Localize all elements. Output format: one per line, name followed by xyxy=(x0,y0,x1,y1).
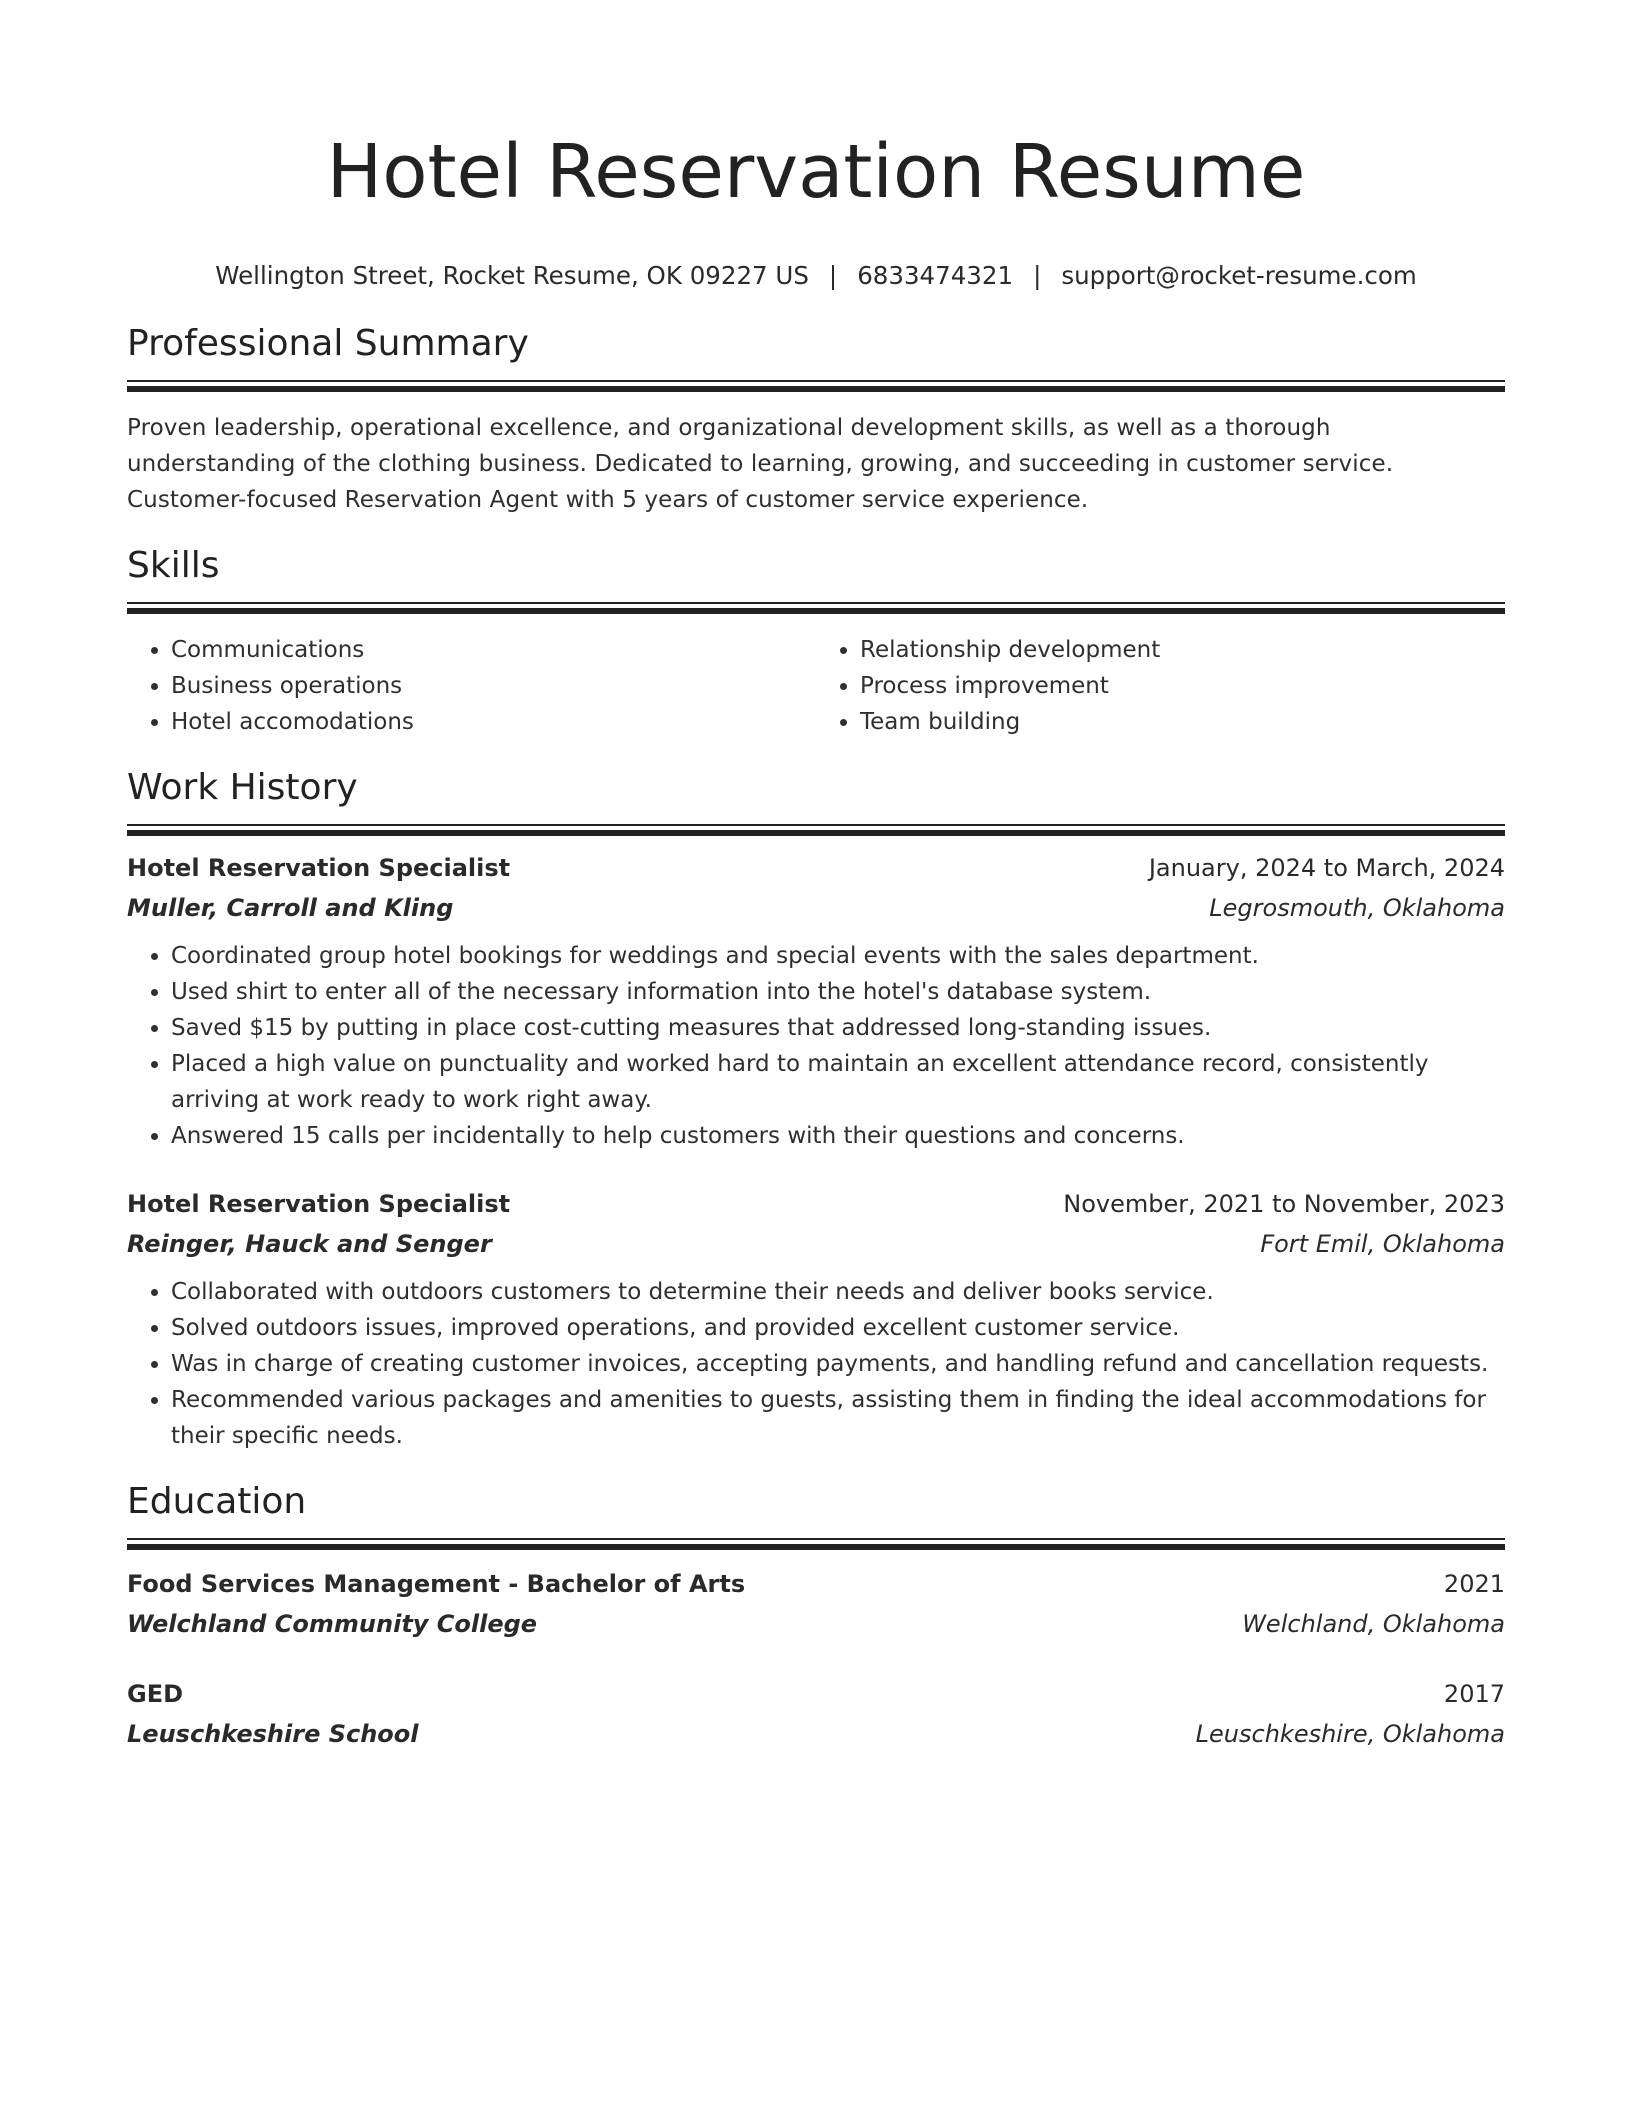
section-heading-skills: Skills xyxy=(127,545,220,586)
job-bullet: • Used shirt to enter all of the necessary information into the hotel's database system. xyxy=(171,974,1505,1010)
skills-column-right xyxy=(816,632,1505,740)
skills-list xyxy=(127,632,1505,740)
job-bullet: • Answered 15 calls per incidentally to help customers with their questions and concerns. xyxy=(171,1118,1505,1154)
summary-text: Proven leadership, operational excellence, and organizational development skills, as well as a thorough understanding of the clothing business. Dedicated to learning, growing, and succeeding in customer service. Customer-focused Reservation Agent with 5 years of customer service experience. xyxy=(127,415,1394,513)
skills-column-left xyxy=(127,632,816,740)
job-entry xyxy=(127,848,1505,1154)
section-divider xyxy=(127,380,1505,392)
education-subheader xyxy=(127,1604,1505,1644)
resume-title: Hotel Reservation Resume xyxy=(326,129,1306,215)
education-header xyxy=(127,1564,1505,1604)
education-location: Leuschkeshire, Oklahoma xyxy=(1195,1720,1505,1748)
job-bullets xyxy=(127,938,1505,1154)
contact-address: Wellington Street, Rocket Resume, OK 09227 US xyxy=(215,261,809,290)
skill-item: • Team building xyxy=(860,704,1505,740)
contact-phone: 6833474321 xyxy=(857,261,1014,290)
skills-section xyxy=(127,544,1505,740)
contact-line xyxy=(127,260,1505,292)
section-heading-summary: Professional Summary xyxy=(127,323,529,364)
job-header xyxy=(127,848,1505,888)
section-divider xyxy=(127,824,1505,836)
job-entry xyxy=(127,1184,1505,1454)
job-dates: November, 2021 to November, 2023 xyxy=(1063,1190,1505,1218)
section-heading-education: Education xyxy=(127,1481,307,1522)
job-subheader xyxy=(127,1224,1505,1264)
education-year: 2021 xyxy=(1443,1570,1505,1598)
education-location: Welchland, Oklahoma xyxy=(1242,1610,1505,1638)
contact-separator: | xyxy=(828,261,838,290)
education-entry xyxy=(127,1674,1505,1754)
education-degree: GED xyxy=(127,1680,184,1708)
job-bullet: • Coordinated group hotel bookings for weddings and special events with the sales department. xyxy=(171,938,1505,974)
job-company: Muller, Carroll and Kling xyxy=(127,894,454,922)
section-divider xyxy=(127,602,1505,614)
job-location: Fort Emil, Oklahoma xyxy=(1260,1230,1505,1258)
job-location: Legrosmouth, Oklahoma xyxy=(1209,894,1505,922)
job-bullet: • Recommended various packages and amenities to guests, assisting them in finding the ideal accommodations for their specific needs. xyxy=(171,1382,1505,1454)
summary-section xyxy=(127,322,1505,518)
education-degree: Food Services Management - Bachelor of Arts xyxy=(127,1570,746,1598)
job-bullet: • Was in charge of creating customer invoices, accepting payments, and handling refund and cancellation requests. xyxy=(171,1346,1505,1382)
section-heading-work: Work History xyxy=(127,767,358,808)
contact-email: support@rocket-resume.com xyxy=(1061,261,1417,290)
education-year: 2017 xyxy=(1443,1680,1505,1708)
skill-item: • Hotel accomodations xyxy=(171,704,816,740)
education-section xyxy=(127,1480,1505,1754)
job-dates: January, 2024 to March, 2024 xyxy=(1148,854,1505,882)
education-entry xyxy=(127,1564,1505,1644)
skill-item: • Relationship development xyxy=(860,632,1505,668)
skill-item: • Process improvement xyxy=(860,668,1505,704)
education-school: Leuschkeshire School xyxy=(127,1720,419,1748)
job-title: Hotel Reservation Specialist xyxy=(127,1190,511,1218)
job-company: Reinger, Hauck and Senger xyxy=(127,1230,492,1258)
education-header xyxy=(127,1674,1505,1714)
education-subheader xyxy=(127,1714,1505,1754)
contact-separator: | xyxy=(1033,261,1042,290)
job-subheader xyxy=(127,888,1505,928)
section-divider xyxy=(127,1538,1505,1550)
education-school: Welchland Community College xyxy=(127,1610,538,1638)
skill-item: • Communications xyxy=(171,632,816,668)
job-bullets xyxy=(127,1274,1505,1454)
work-section xyxy=(127,766,1505,1454)
job-bullet: • Solved outdoors issues, improved operations, and provided excellent customer service. xyxy=(171,1310,1505,1346)
job-header xyxy=(127,1184,1505,1224)
job-title: Hotel Reservation Specialist xyxy=(127,854,511,882)
job-bullet: • Collaborated with outdoors customers to determine their needs and deliver books service. xyxy=(171,1274,1505,1310)
job-bullet: • Placed a high value on punctuality and worked hard to maintain an excellent attendance record, consistently arriving at work ready to work right away. xyxy=(171,1046,1505,1118)
job-bullet: • Saved $15 by putting in place cost-cutting measures that addressed long-standing issues. xyxy=(171,1010,1505,1046)
skill-item: • Business operations xyxy=(171,668,816,704)
